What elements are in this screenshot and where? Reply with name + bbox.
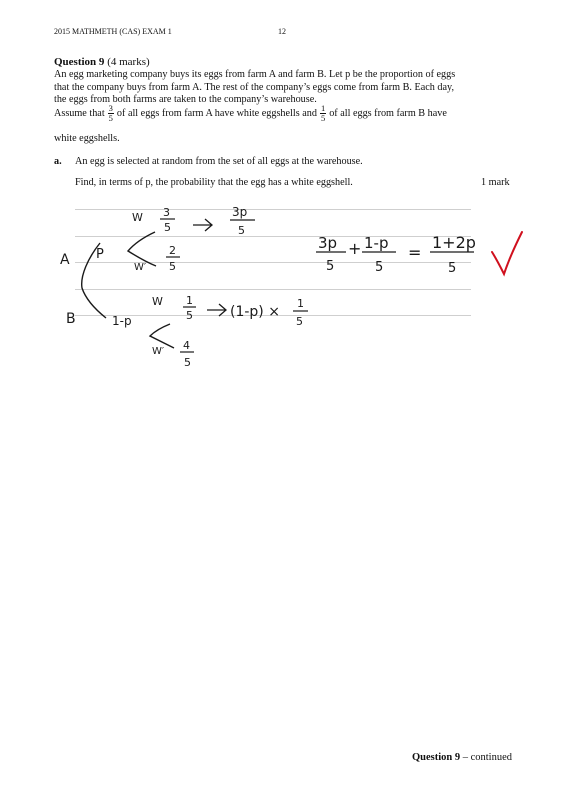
frac-b-den: 5 xyxy=(320,113,326,123)
intro-line-2: that the company buys from farm A. The rest of the company’s eggs come from farm B. Each day, xyxy=(54,81,455,93)
nw1-frac-den: 5 xyxy=(169,260,176,273)
footer-suffix: – continued xyxy=(462,752,512,763)
w2-frac-num: 1 xyxy=(186,294,193,307)
sum-right-num: 1+2p xyxy=(432,233,476,252)
w1-result-num: 3p xyxy=(232,205,248,219)
footer xyxy=(412,752,512,763)
assume-suffix: of all eggs from farm B have xyxy=(329,107,447,119)
nw2-frac-num: 4 xyxy=(183,339,190,352)
w2-result-frac-den: 5 xyxy=(296,315,303,328)
exam-header: 2015 MATHMETH (CAS) EXAM 1 xyxy=(54,27,172,36)
nw1-frac-num: 2 xyxy=(169,244,176,257)
assume-line-2: white eggshells. xyxy=(54,133,120,144)
not-white-label-2: W′ xyxy=(152,346,165,357)
node-b: B xyxy=(66,311,76,327)
page-number: 12 xyxy=(278,27,286,36)
tree-branch-w1 xyxy=(128,232,156,266)
frac-b-num: 1 xyxy=(320,103,326,113)
checkmark-icon xyxy=(492,232,522,274)
nw2-frac-den: 5 xyxy=(184,356,191,369)
not-white-label-1: W′ xyxy=(134,262,147,273)
node-a: A xyxy=(60,252,70,268)
white-label-1: W xyxy=(132,211,143,224)
part-a-label: a. xyxy=(54,156,62,167)
w1-frac-den: 5 xyxy=(164,221,171,234)
sum-mid-den: 5 xyxy=(375,260,384,275)
sum-left-num: 3p xyxy=(318,234,338,252)
intro-line-3: the eggs from both farms are taken to the company’s warehouse. xyxy=(54,94,317,105)
question-marks: (4 marks) xyxy=(107,56,150,68)
arrow-icon xyxy=(207,304,226,316)
assume-mid: of all eggs from farm A have white eggshells and xyxy=(116,107,317,119)
assume-prefix: Assume that xyxy=(54,107,105,119)
sum-equals: = xyxy=(408,243,422,262)
tree-branch-w2 xyxy=(150,324,174,348)
intro-line-1: An egg marketing company buys its eggs from farm A and farm B. Let p be the proportion of eggs xyxy=(54,69,456,80)
w2-result: (1-p) × xyxy=(230,304,280,320)
part-a-marks: 1 mark xyxy=(481,177,510,188)
w1-result-den: 5 xyxy=(238,224,245,237)
sum-right-den: 5 xyxy=(448,261,457,276)
question-label: Question 9 xyxy=(54,56,105,68)
arrow-icon xyxy=(193,219,212,231)
part-a-find: Find, in terms of p, the probability that the egg has a white eggshell. xyxy=(75,177,353,188)
w2-frac-den: 5 xyxy=(186,309,193,322)
sum-plus: + xyxy=(348,239,362,258)
sum-left-den: 5 xyxy=(326,259,335,274)
sum-mid-num: 1-p xyxy=(364,234,389,252)
part-a-text: An egg is selected at random from the set of all eggs at the warehouse. xyxy=(75,156,363,167)
frac-a-num: 3 xyxy=(108,103,113,113)
frac-a-den: 5 xyxy=(108,113,113,123)
w1-frac-num: 3 xyxy=(163,206,170,219)
branch-prob-1-p: 1-p xyxy=(112,314,132,328)
footer-label: Question 9 xyxy=(411,752,461,763)
white-label-2: W xyxy=(152,295,163,308)
branch-prob-p: P xyxy=(96,247,104,262)
w2-result-frac-num: 1 xyxy=(297,297,304,310)
